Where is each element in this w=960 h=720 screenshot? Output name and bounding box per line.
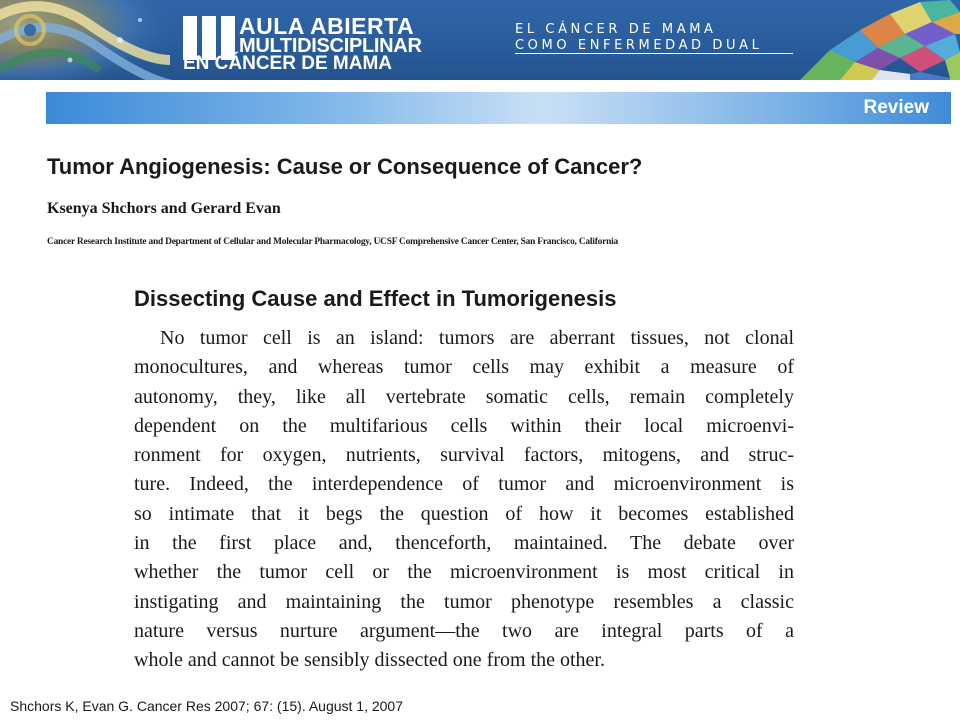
logo-title: AULA ABIERTA xyxy=(239,13,415,39)
section-heading: Dissecting Cause and Effect in Tumorigenesis xyxy=(134,286,617,311)
body-line: No tumor cell is an island: tumors are aberrant tissues, not clonal xyxy=(160,327,794,349)
body-line: nature versus nurture argument—the two are integral parts of a xyxy=(134,619,794,642)
body-paragraph xyxy=(134,324,794,676)
decorative-mosaic-art xyxy=(760,0,960,80)
tagline-line-2: COMO ENFERMEDAD DUAL xyxy=(515,38,763,53)
review-label: Review xyxy=(863,97,929,118)
header-banner xyxy=(0,0,960,80)
body-line: ture. Indeed, the interdependence of tumor and microenvironment is xyxy=(134,473,794,496)
body-line: whole and cannot be sensibly dissected one from the other. xyxy=(134,649,605,672)
paper-affiliation: Cancer Research Institute and Department of Cellular and Molecular Pharmacology, UCSF Comprehensive Cancer Center, San Francisco, California xyxy=(47,237,618,247)
body-line: so intimate that it begs the question of how it becomes established xyxy=(134,502,794,525)
decorative-swirl-art xyxy=(0,0,180,80)
paper-title: Tumor Angiogenesis: Cause or Consequence of Cancer? xyxy=(47,154,643,179)
paper-authors: Ksenya Shchors and Gerard Evan xyxy=(47,200,281,217)
body-line: monocultures, and whereas tumor cells may exhibit a measure of xyxy=(134,356,794,379)
body-line: ronment for oxygen, nutrients, survival factors, mitogens, and struc- xyxy=(134,444,794,467)
body-line: dependent on the multifarious cells within their local microenvi- xyxy=(134,414,794,437)
body-line: whether the tumor cell or the microenvironment is most critical in xyxy=(134,561,794,584)
tagline-line-1: EL CÁNCER DE MAMA xyxy=(515,22,717,37)
logo-subtitle: MULTIDISCIPLINAR xyxy=(239,35,422,57)
citation-footer: Shchors K, Evan G. Cancer Res 2007; 67: (15). August 1, 2007 xyxy=(10,698,404,714)
logo-topic: EN CÁNCER DE MAMA xyxy=(183,53,392,74)
body-line: in the first place and, thenceforth, maintained. The debate over xyxy=(134,532,794,555)
body-line: instigating and maintaining the tumor phenotype resembles a classic xyxy=(134,590,794,613)
aula-abierta-logo xyxy=(183,13,423,74)
review-bar xyxy=(46,92,951,124)
tagline-divider xyxy=(515,53,793,54)
banner-tagline xyxy=(515,22,795,54)
body-line: autonomy, they, like all vertebrate somatic cells, remain completely xyxy=(134,385,794,408)
